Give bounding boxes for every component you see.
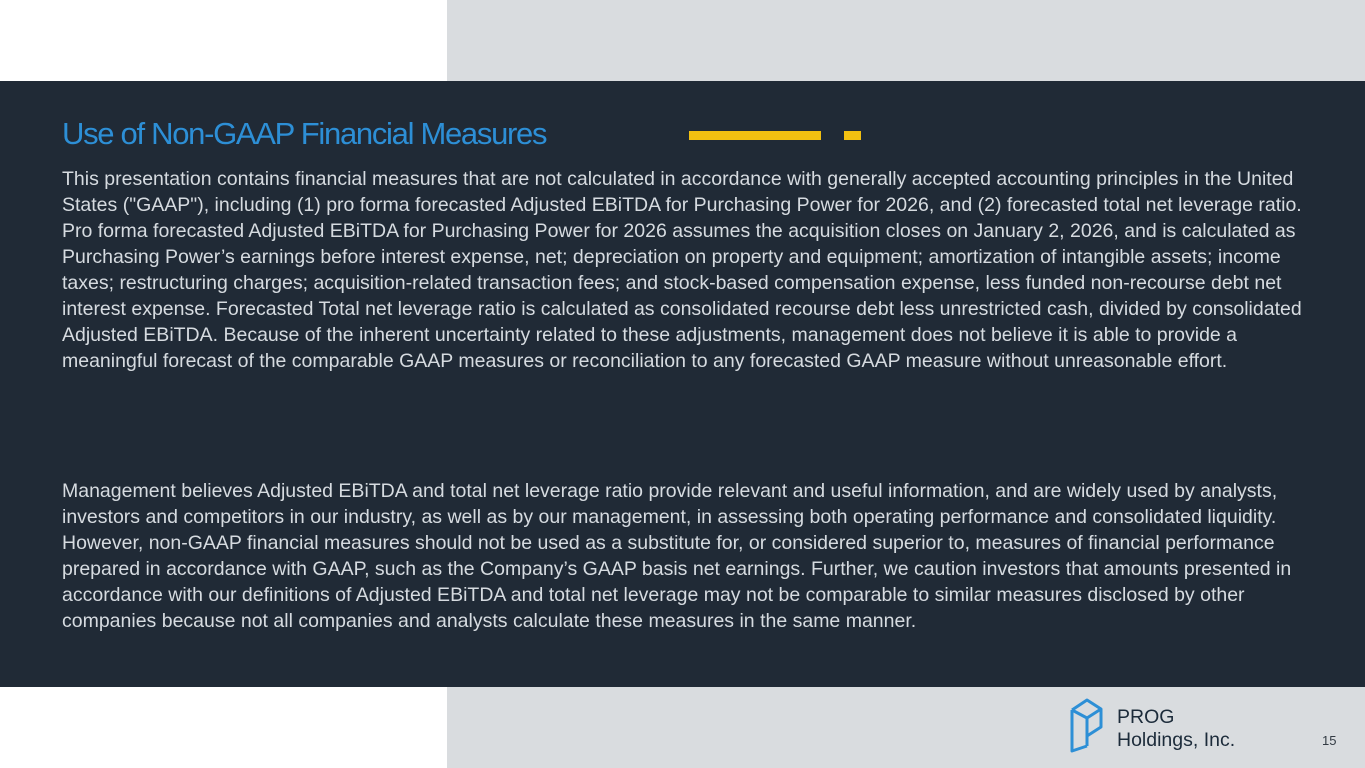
logo-line-2: Holdings, Inc. [1117,729,1236,751]
company-logo-text [1117,706,1235,752]
top-right-band [447,0,1365,81]
top-left-band [0,0,447,81]
title-accent-bar [689,131,821,140]
page-number: 15 [1322,733,1337,748]
logo-line-1: PROG [1117,706,1175,728]
prog-logo-icon [1065,696,1107,760]
paragraph-non-gaap-definition: This presentation contains financial measures that are not calculated in accordance with generally accepted accounting principles in the United States ("GAAP"), including (1) pro forma forecasted Adjusted EBiTDA for Purchasing Power for 2026, and (2) forecasted total net leverage ratio. Pro forma forecasted Adjusted EBiTDA for Purchasing Power for 2026 assumes the acquisition closes on January 2, 2026, and is calculated as Purchasing Power’s earnings before interest expense, net; depreciation on property and equipment; amortization of intangible assets; income taxes; restructuring charges; acquisition-related transaction fees; and stock-based compensation expense, less funded non-recourse debt net interest expense. Forecasted Total net leverage ratio is calculated as consolidated recourse debt less unrestricted cash, divided by consolidated Adjusted EBiTDA. Because of the inherent uncertainty related to these adjustments, management does not believe it is able to provide a meaningful forecast of the comparable GAAP measures or reconciliation to any forecasted GAAP measure without unreasonable effort. [62,168,1302,372]
slide-title: Use of Non-GAAP Financial Measures [62,116,547,151]
paragraph-management-belief: Management believes Adjusted EBiTDA and total net leverage ratio provide relevant and useful information, and are widely used by analysts, investors and competitors in our industry, as well as by our management, in assessing both operating performance and consolidated liquidity. However, non-GAAP financial measures should not be used as a substitute for, or considered superior to, measures of financial performance prepared in accordance with GAAP, such as the Company’s GAAP basis net earnings. Further, we caution investors that amounts presented in accordance with our definitions of Adjusted EBiTDA and total net leverage may not be comparable to similar measures disclosed by other companies because not all companies and analysts calculate these measures in the same manner. [62,480,1292,632]
title-accent-dot [844,131,861,140]
bottom-left-band [0,687,447,768]
